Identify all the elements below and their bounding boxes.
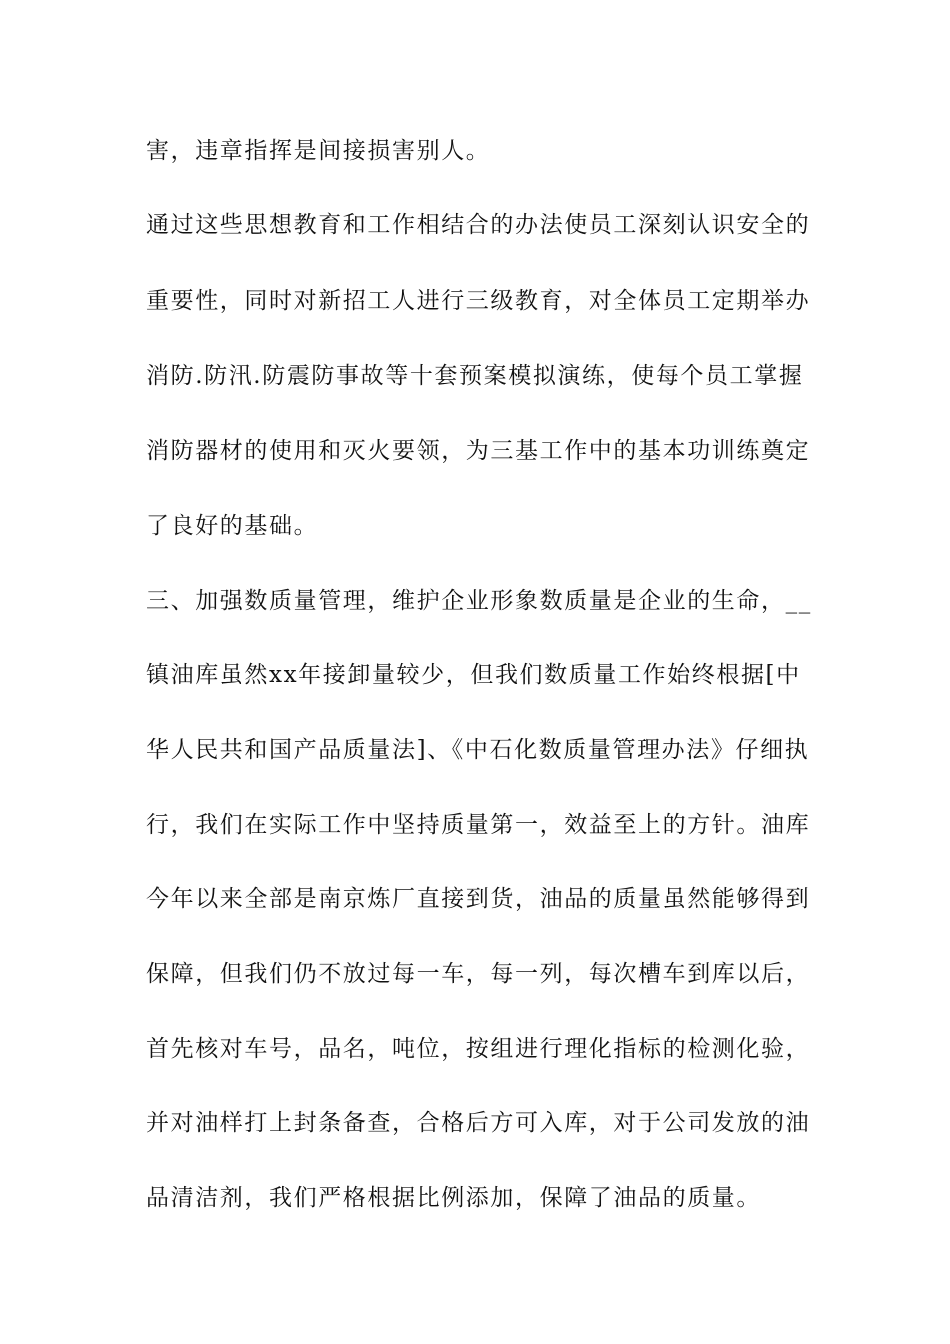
text-line: 三、加强数质量管理，维护企业形象数质量是企业的生命，__ <box>146 588 812 614</box>
text-line: 今年以来全部是南京炼厂直接到货，油品的质量虽然能够得到 <box>146 886 811 912</box>
text-line: 华人民共和国产品质量法]、《中石化数质量管理办法》仔细执 <box>146 737 810 763</box>
text-line: 品清洁剂，我们严格根据比例添加，保障了油品的质量。 <box>146 1185 761 1211</box>
text-line: 首先核对车号，品名，吨位，按组进行理化指标的检测化验， <box>146 1036 811 1062</box>
text-line: 害，违章指挥是间接损害别人。 <box>146 138 491 164</box>
text-line: 通过这些思想教育和工作相结合的办法使员工深刻认识安全的 <box>146 212 811 238</box>
text-line: 行，我们在实际工作中坚持质量第一，效益至上的方针。油库 <box>146 812 811 838</box>
text-line: 镇油库虽然xx年接卸量较少，但我们数质量工作始终根据[中 <box>146 662 801 688</box>
text-line: 并对油样打上封条备查，合格后方可入库，对于公司发放的油 <box>146 1110 811 1136</box>
text-line: 消防.防汛.防震防事故等十套预案模拟演练，使每个员工掌握 <box>146 363 804 389</box>
text-line: 保障，但我们仍不放过每一车，每一列，每次槽车到库以后， <box>146 961 811 987</box>
text-line: 了良好的基础。 <box>146 513 319 539</box>
text-line: 消防器材的使用和灭火要领，为三基工作中的基本功训练奠定 <box>146 438 811 464</box>
text-line: 重要性，同时对新招工人进行三级教育，对全体员工定期举办 <box>146 288 811 314</box>
